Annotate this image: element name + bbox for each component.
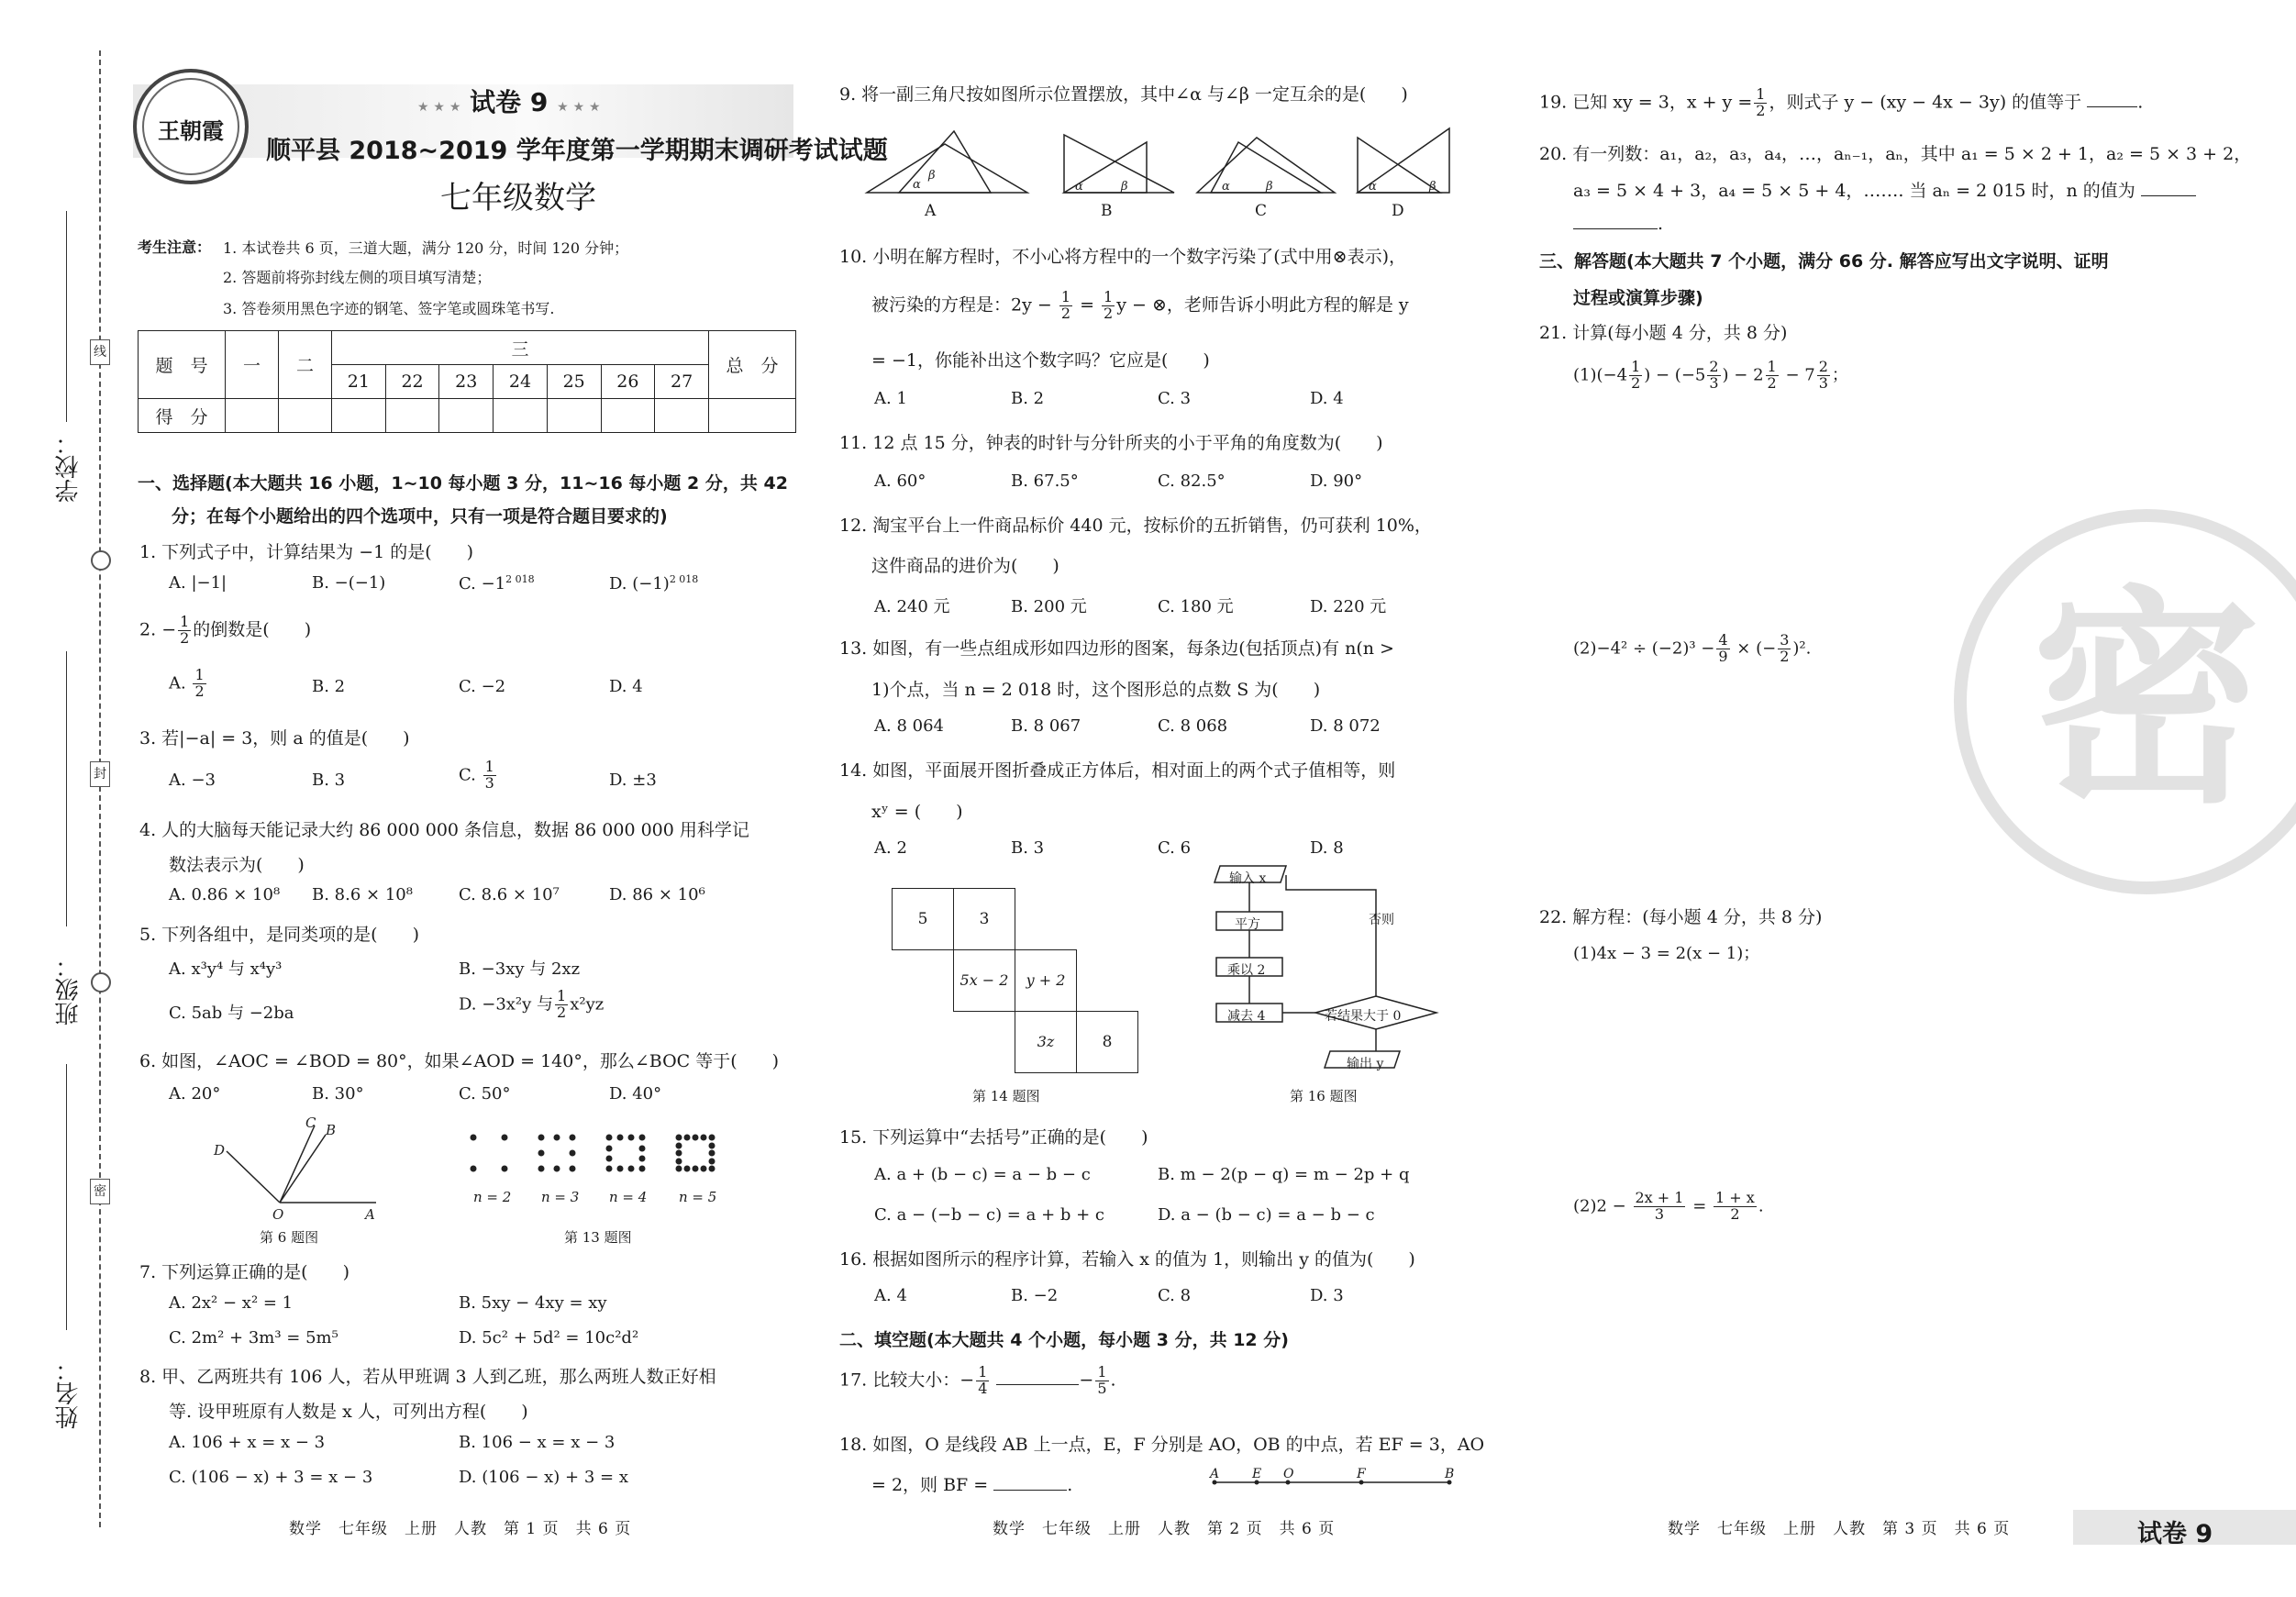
q8-stem-2: 等. 设甲班原有人数是 x 人，可列出方程( ) (169, 1402, 528, 1422)
q9-fig-label-a[interactable]: A (925, 202, 937, 220)
q9-stem: 9. 将一副三角尺按如图所示位置摆放，其中∠α 与∠β 一定互余的是( ) (839, 84, 1408, 105)
flow-input: 输入 x (1229, 871, 1267, 886)
q18-line-2: = 2，则 BF = . (871, 1475, 1073, 1495)
q3-option-b[interactable]: B. 3 (312, 771, 346, 790)
q10-option-d[interactable]: D. 4 (1310, 389, 1344, 408)
footer-page-2: 数学 七年级 上册 人教 第 2 页 共 6 页 (993, 1520, 1336, 1538)
q5-d-fraction: $\frac{1}{2}$ (557, 987, 567, 1021)
section2-title: 二、填空题(本大题共 4 个小题，每小题 3 分，共 12 分) (839, 1330, 1289, 1350)
q6-figure (206, 1115, 390, 1225)
q22-part-1: (1)4x − 3 = 2(x − 1)； (1573, 944, 1760, 963)
footer-page-3: 数学 七年级 上册 人教 第 3 页 共 6 页 (1668, 1520, 2011, 1538)
score-table-num: 26 (601, 365, 655, 399)
q13-option-a[interactable]: A. 8 064 (874, 716, 944, 736)
svg-text:D: D (214, 1142, 226, 1159)
q19: 19. 已知 xy = 3，x + y = $\frac{1}{2}$ ，则式子 y − (xy − 4x − 3y) 的值等于 . (1539, 85, 2144, 119)
q20-line-2: a₃ = 5 × 4 + 3，a₄ = 5 × 5 + 4，……. 当 aₙ = 2 015 时，n 的值为 (1573, 177, 2196, 202)
q11-option-b[interactable]: B. 67.5° (1011, 471, 1079, 491)
q7-option-d[interactable]: D. 5c² + 5d² = 10c²d² (459, 1328, 639, 1347)
q14-cell-3z: 3z (1015, 1011, 1077, 1073)
q7-option-a[interactable]: A. 2x² − x² = 1 (169, 1293, 294, 1313)
q2-fraction: $\frac{1}{2}$ (180, 613, 190, 647)
q14-option-b[interactable]: B. 3 (1011, 838, 1045, 858)
q13-option-b[interactable]: B. 8 067 (1011, 716, 1081, 736)
q14-cell-5: 5 (892, 888, 954, 950)
q4-option-d[interactable]: D. 86 × 10⁶ (609, 885, 705, 904)
q18-point-f: F (1357, 1467, 1366, 1481)
q12-line-1: 12. 淘宝平台上一件商品标价 440 元，按标价的五折销售，仍可获利 10%， (839, 516, 1432, 536)
flow-square: 平方 (1235, 917, 1260, 932)
q10-option-a[interactable]: A. 1 (874, 389, 907, 408)
q14-option-a[interactable]: A. 2 (874, 838, 907, 858)
svg-text:β: β (1121, 180, 1128, 194)
q13-figure-caption: 第 13 题图 (564, 1229, 632, 1246)
q18-segment (1209, 1464, 1457, 1492)
score-table-num: 21 (332, 365, 386, 399)
q6-figure-caption: 第 6 题图 (260, 1229, 319, 1246)
q13-line-1: 13. 如图，有一些点组成形如四边形的图案，每条边(包括顶点)有 n(n > (839, 638, 1394, 659)
score-cell[interactable] (385, 399, 439, 433)
q16-figure-caption: 第 16 题图 (1290, 1088, 1358, 1104)
svg-text:β: β (928, 169, 936, 183)
section3-title-2: 过程或演算步骤) (1573, 288, 1703, 308)
q20-answer-blank-1[interactable] (2141, 195, 2196, 196)
q15-stem: 15. 下列运算中“去括号”正确的是( ) (839, 1127, 1148, 1148)
q10-option-b[interactable]: B. 2 (1011, 389, 1045, 408)
q8-stem-1: 8. 甲、乙两班共有 106 人，若从甲班调 3 人到乙班，那么两班人数正好相 (139, 1367, 716, 1387)
score-cell[interactable] (332, 399, 386, 433)
q18-point-e: E (1252, 1467, 1262, 1481)
q5-option-b[interactable]: B. −3xy 与 2xz (459, 959, 581, 979)
logo-text: 王朝霞 (158, 117, 224, 144)
secret-stamp: 密 (1954, 509, 2296, 894)
q3-stem: 3. 若|−a| = 3，则 a 的值是( ) (139, 728, 410, 749)
q17-answer-blank[interactable] (996, 1384, 1079, 1385)
seal-mark-line: 线 (90, 339, 110, 365)
score-table-col-1: 一 (226, 331, 279, 399)
score-table-num: 24 (494, 365, 548, 399)
score-table-header-label: 题 号 (139, 331, 226, 399)
q11-option-c[interactable]: C. 82.5° (1158, 471, 1226, 491)
q5-option-d[interactable]: D. −3x²y 与 $\frac{1}{2}$ x²yz (459, 987, 605, 1021)
q20-answer-blank-2[interactable] (1573, 228, 1658, 229)
score-cell[interactable] (709, 399, 796, 433)
flow-subtract: 减去 4 (1227, 1009, 1266, 1024)
q21-part-2: (2)−4² ÷ (−2)³ − $\frac{4}{9}$ × (− $\frac{3}{2}$ )². (1573, 631, 1812, 665)
q14-figure-caption: 第 14 题图 (972, 1088, 1040, 1104)
class-blank-line (66, 651, 67, 926)
svg-text:C: C (305, 1115, 316, 1131)
q21-stem: 21. 计算(每小题 4 分，共 8 分) (1539, 323, 1788, 343)
binding-hole-2 (91, 972, 111, 993)
q12-option-a[interactable]: A. 240 元 (874, 597, 950, 616)
q16-option-d[interactable]: D. 3 (1310, 1286, 1344, 1305)
q13-figure (466, 1130, 741, 1185)
q22-stem: 22. 解方程：(每小题 4 分，共 8 分) (1539, 907, 1823, 927)
q1-option-b[interactable]: B. −(−1) (312, 573, 386, 593)
q10-line-3: = −1，你能补出这个数字吗？它应是( ) (871, 350, 1210, 371)
q17-frac-2: $\frac{1}{5}$ (1097, 1363, 1107, 1397)
score-cell[interactable] (279, 399, 332, 433)
q14-option-c[interactable]: C. 6 (1158, 838, 1192, 858)
q15-option-c[interactable]: C. a − (−b − c) = a + b + c (874, 1205, 1104, 1225)
q22-frac-2: $\frac{1 + x}{2}$ (1715, 1189, 1755, 1223)
q3-c-fraction: $\frac{1}{3}$ (484, 758, 494, 792)
q6-stem: 6. 如图，∠AOC = ∠BOD = 80°，如果∠AOD = 140°，那么∠BOC 等于( ) (139, 1051, 780, 1071)
svg-text:β: β (1429, 180, 1436, 194)
notes-item-2: 2. 答题前将弥封线左侧的项目填写清楚； (223, 269, 492, 286)
q18-point-a: A (1210, 1467, 1220, 1481)
q21-part-1: (1)(−4 $\frac{1}{2}$ ) − (−5 $\frac{2}{3}$ ) − 2 $\frac{1}{2}$ − 7 $\frac{2}{3}$ ； (1573, 358, 1848, 392)
q7-option-c[interactable]: C. 2m² + 3m³ = 5m⁵ (169, 1328, 338, 1347)
notes-label: 考生注意： (138, 238, 212, 256)
q14-cell-8: 8 (1076, 1011, 1138, 1073)
q6-option-c[interactable]: C. 50° (459, 1084, 511, 1103)
q13-label-n2: n = 2 (473, 1189, 512, 1205)
q11-option-a[interactable]: A. 60° (874, 471, 926, 491)
school-blank-line (66, 211, 67, 422)
seal-mark-close: 密 (90, 1179, 110, 1204)
q6-option-d[interactable]: D. 40° (609, 1084, 662, 1103)
q15-option-a[interactable]: A. a + (b − c) = a − b − c (874, 1165, 1091, 1184)
q14-line-1: 14. 如图，平面展开图折叠成正方体后，相对面上的两个式子值相等，则 (839, 760, 1396, 781)
footer-paper-tag: 试卷 9 (2137, 1520, 2213, 1548)
seal-mark-seal: 封 (90, 761, 110, 787)
q10-frac-2: $\frac{1}{2}$ (1104, 288, 1114, 322)
score-table (138, 330, 796, 433)
q5-option-c[interactable]: C. 5ab 与 −2ba (169, 1004, 294, 1023)
q4-stem-2: 数法表示为( ) (169, 855, 305, 875)
score-cell[interactable] (655, 399, 709, 433)
binding-dashed-line (99, 50, 101, 1527)
svg-text:α: α (1075, 180, 1083, 194)
q3-option-a[interactable]: A. −3 (169, 771, 216, 790)
svg-text:A: A (365, 1206, 375, 1223)
q12-option-c[interactable]: C. 180 元 (1158, 597, 1234, 616)
flow-output: 输出 y (1347, 1057, 1384, 1071)
q3-option-d[interactable]: D. ±3 (609, 771, 657, 790)
q2-option-d[interactable]: D. 4 (609, 677, 643, 696)
q13-option-d[interactable]: D. 8 072 (1310, 716, 1381, 736)
q9-fig-label-c[interactable]: C (1255, 202, 1268, 220)
paper-label: ★ ★ ★ 试卷 9 ★ ★ ★ (417, 87, 601, 117)
name-label: 姓名： (55, 1358, 83, 1429)
q2-option-a[interactable]: A. $\frac{1}{2}$ (169, 666, 205, 700)
q17: 17. 比较大小：− $\frac{1}{4}$ − $\frac{1}{5}$ . (839, 1363, 1116, 1397)
q18-answer-blank[interactable] (993, 1490, 1067, 1491)
q20-line-3: . (1573, 214, 1663, 234)
q14-line-2: xʸ = ( ) (871, 802, 963, 822)
q10-line-1: 10. 小明在解方程时，不小心将方程中的一个数字污染了(式中用⊗表示)， (839, 247, 1407, 267)
q11-stem: 11. 12 点 15 分，钟表的时针与分针所夹的小于平角的角度数为( ) (839, 433, 1383, 453)
flow-else: 否则 (1369, 913, 1394, 927)
score-cell[interactable] (601, 399, 655, 433)
score-table-col-3: 三 (332, 331, 709, 365)
q2-option-b[interactable]: B. 2 (312, 677, 346, 696)
score-table-col-2: 二 (279, 331, 332, 399)
q1-option-a[interactable]: A. |−1| (169, 573, 227, 593)
q18-line-1: 18. 如图，O 是线段 AB 上一点，E，F 分别是 AO，OB 的中点，若 EF = 3，AO (839, 1435, 1485, 1455)
section1-title-2: 分；在每个小题给出的四个选项中，只有一项是符合题目要求的) (172, 506, 668, 527)
q8-option-c[interactable]: C. (106 − x) + 3 = x − 3 (169, 1468, 373, 1487)
q13-option-c[interactable]: C. 8 068 (1158, 716, 1228, 736)
q5-stem: 5. 下列各组中，是同类项的是( ) (139, 925, 419, 945)
section3-title-1: 三、解答题(本大题共 7 个小题，满分 66 分. 解答应写出文字说明、证明 (1539, 251, 2109, 272)
score-cell[interactable] (547, 399, 601, 433)
q8-option-a[interactable]: A. 106 + x = x − 3 (169, 1433, 326, 1452)
exam-title: 顺平县 2018~2019 学年度第一学期期末调研考试试题 (266, 137, 888, 165)
q14-cell-5x-2: 5x − 2 (953, 949, 1015, 1012)
q16-option-c[interactable]: C. 8 (1158, 1286, 1192, 1305)
q9-figures (862, 124, 1468, 220)
notes-item-3: 3. 答卷须用黑色字迹的钢笔、签字笔或圆珠笔书写. (223, 300, 555, 317)
q16-option-b[interactable]: B. −2 (1011, 1286, 1059, 1305)
flow-condition: 若结果大于 0 (1325, 1009, 1402, 1024)
q6-option-a[interactable]: A. 20° (169, 1084, 221, 1103)
q1-option-c[interactable]: C. $-1^{2 018}$ (459, 573, 535, 593)
q2-a-fraction: $\frac{1}{2}$ (194, 666, 205, 700)
q4-option-c[interactable]: C. 8.6 × 10⁷ (459, 885, 560, 904)
q9-fig-label-b[interactable]: B (1101, 202, 1113, 220)
svg-text:B: B (326, 1122, 337, 1138)
q19-frac: $\frac{1}{2}$ (1756, 85, 1766, 119)
q4-option-a[interactable]: A. 0.86 × 10⁸ (169, 885, 281, 904)
score-table-num: 23 (439, 365, 494, 399)
svg-text:O: O (272, 1206, 284, 1223)
q19-answer-blank[interactable] (2087, 106, 2137, 107)
binding-hole-1 (91, 550, 111, 571)
q12-option-b[interactable]: B. 200 元 (1011, 597, 1087, 616)
q1-stem: 1. 下列式子中，计算结果为 −1 的是( ) (139, 542, 474, 562)
name-blank-line (66, 1064, 67, 1330)
score-table-num: 22 (385, 365, 439, 399)
q5-option-a[interactable]: A. x³y⁴ 与 x⁴y³ (169, 959, 283, 979)
q16-option-a[interactable]: A. 4 (874, 1286, 907, 1305)
q20-line-1: 20. 有一列数：a₁，a₂，a₃，a₄，…，aₙ₋₁，aₙ，其中 a₁ = 5 × 2 + 1，a₂ = 5 × 3 + 2， (1539, 144, 2252, 164)
q13-label-n3: n = 3 (541, 1189, 580, 1205)
q10-line-2: 被污染的方程是：2y − $\frac{1}{2}$ = $\frac{1}{2}$ y − ⊗，老师告诉小明此方程的解是 y (871, 288, 1409, 322)
notes-item-1: 1. 本试卷共 6 页，三道大题，满分 120 分，时间 120 分钟； (223, 239, 629, 257)
svg-text:α: α (913, 178, 921, 192)
q4-stem-1: 4. 人的大脑每天能记录大约 86 000 000 条信息，数据 86 000 000 用科学记 (139, 820, 749, 840)
score-cell[interactable] (226, 399, 279, 433)
q22-frac-1: $\frac{2x + 1}{3}$ (1635, 1189, 1684, 1223)
score-table-num: 25 (547, 365, 601, 399)
score-table-total: 总 分 (709, 331, 796, 399)
q15-option-b[interactable]: B. m − 2(p − q) = m − 2p + q (1158, 1165, 1410, 1184)
q10-frac-1: $\frac{1}{2}$ (1060, 288, 1071, 322)
q13-line-2: 1)个点，当 n = 2 018 时，这个图形总的点数 S 为( ) (871, 680, 1321, 700)
svg-text:β: β (1266, 180, 1273, 194)
q14-net (892, 888, 1139, 1071)
class-label: 班级： (55, 954, 83, 1026)
q9-fig-label-d[interactable]: D (1392, 202, 1404, 220)
q7-stem: 7. 下列运算正确的是( ) (139, 1262, 349, 1282)
q2-option-c[interactable]: C. −2 (459, 677, 506, 696)
q18-point-o: O (1283, 1467, 1294, 1481)
q14-cell-3: 3 (953, 888, 1015, 950)
q12-line-2: 这件商品的进价为( ) (871, 556, 1059, 576)
svg-text:α: α (1369, 180, 1377, 194)
flow-multiply: 乘以 2 (1227, 963, 1266, 978)
score-cell[interactable] (494, 399, 548, 433)
footer-page-1: 数学 七年级 上册 人教 第 1 页 共 6 页 (289, 1520, 632, 1538)
q16-stem: 16. 根据如图所示的程序计算，若输入 x 的值为 1，则输出 y 的值为( ) (839, 1249, 1415, 1270)
logo-seal (133, 69, 249, 184)
subject-title: 七年级数学 (440, 180, 596, 216)
score-table-score-label: 得 分 (139, 399, 226, 433)
q17-frac-1: $\frac{1}{4}$ (978, 1363, 988, 1397)
q7-option-b[interactable]: B. 5xy − 4xy = xy (459, 1293, 607, 1313)
q8-option-d[interactable]: D. (106 − x) + 3 = x (459, 1468, 628, 1487)
svg-text:α: α (1222, 180, 1230, 194)
q13-label-n4: n = 4 (609, 1189, 648, 1205)
q15-option-d[interactable]: D. a − (b − c) = a − b − c (1158, 1205, 1375, 1225)
q10-option-c[interactable]: C. 3 (1158, 389, 1192, 408)
q8-option-b[interactable]: B. 106 − x = x − 3 (459, 1433, 616, 1452)
q6-option-b[interactable]: B. 30° (312, 1084, 364, 1103)
school-label: 学校： (55, 431, 83, 503)
q14-cell-y+2: y + 2 (1015, 949, 1077, 1012)
q12-option-d[interactable]: D. 220 元 (1310, 597, 1387, 616)
q3-option-c[interactable]: C. $\frac{1}{3}$ (459, 758, 494, 792)
q2-stem: 2. − $\frac{1}{2}$ 的倒数是( ) (139, 613, 312, 647)
section1-title-1: 一、选择题(本大题共 16 小题，1~10 每小题 3 分，11~16 每小题 2 分，共 42 (138, 473, 788, 494)
q18-point-b: B (1445, 1467, 1455, 1481)
q14-option-d[interactable]: D. 8 (1310, 838, 1344, 858)
q22-part-2: (2)2 − $\frac{2x + 1}{3}$ = $\frac{1 + x}{2}$ . (1573, 1189, 1764, 1223)
q11-option-d[interactable]: D. 90° (1310, 471, 1363, 491)
q1-option-d[interactable]: D. $(-1)^{2 018}$ (609, 573, 699, 593)
score-table-num: 27 (655, 365, 709, 399)
score-cell[interactable] (439, 399, 494, 433)
q13-label-n5: n = 5 (679, 1189, 717, 1205)
q4-option-b[interactable]: B. 8.6 × 10⁸ (312, 885, 413, 904)
